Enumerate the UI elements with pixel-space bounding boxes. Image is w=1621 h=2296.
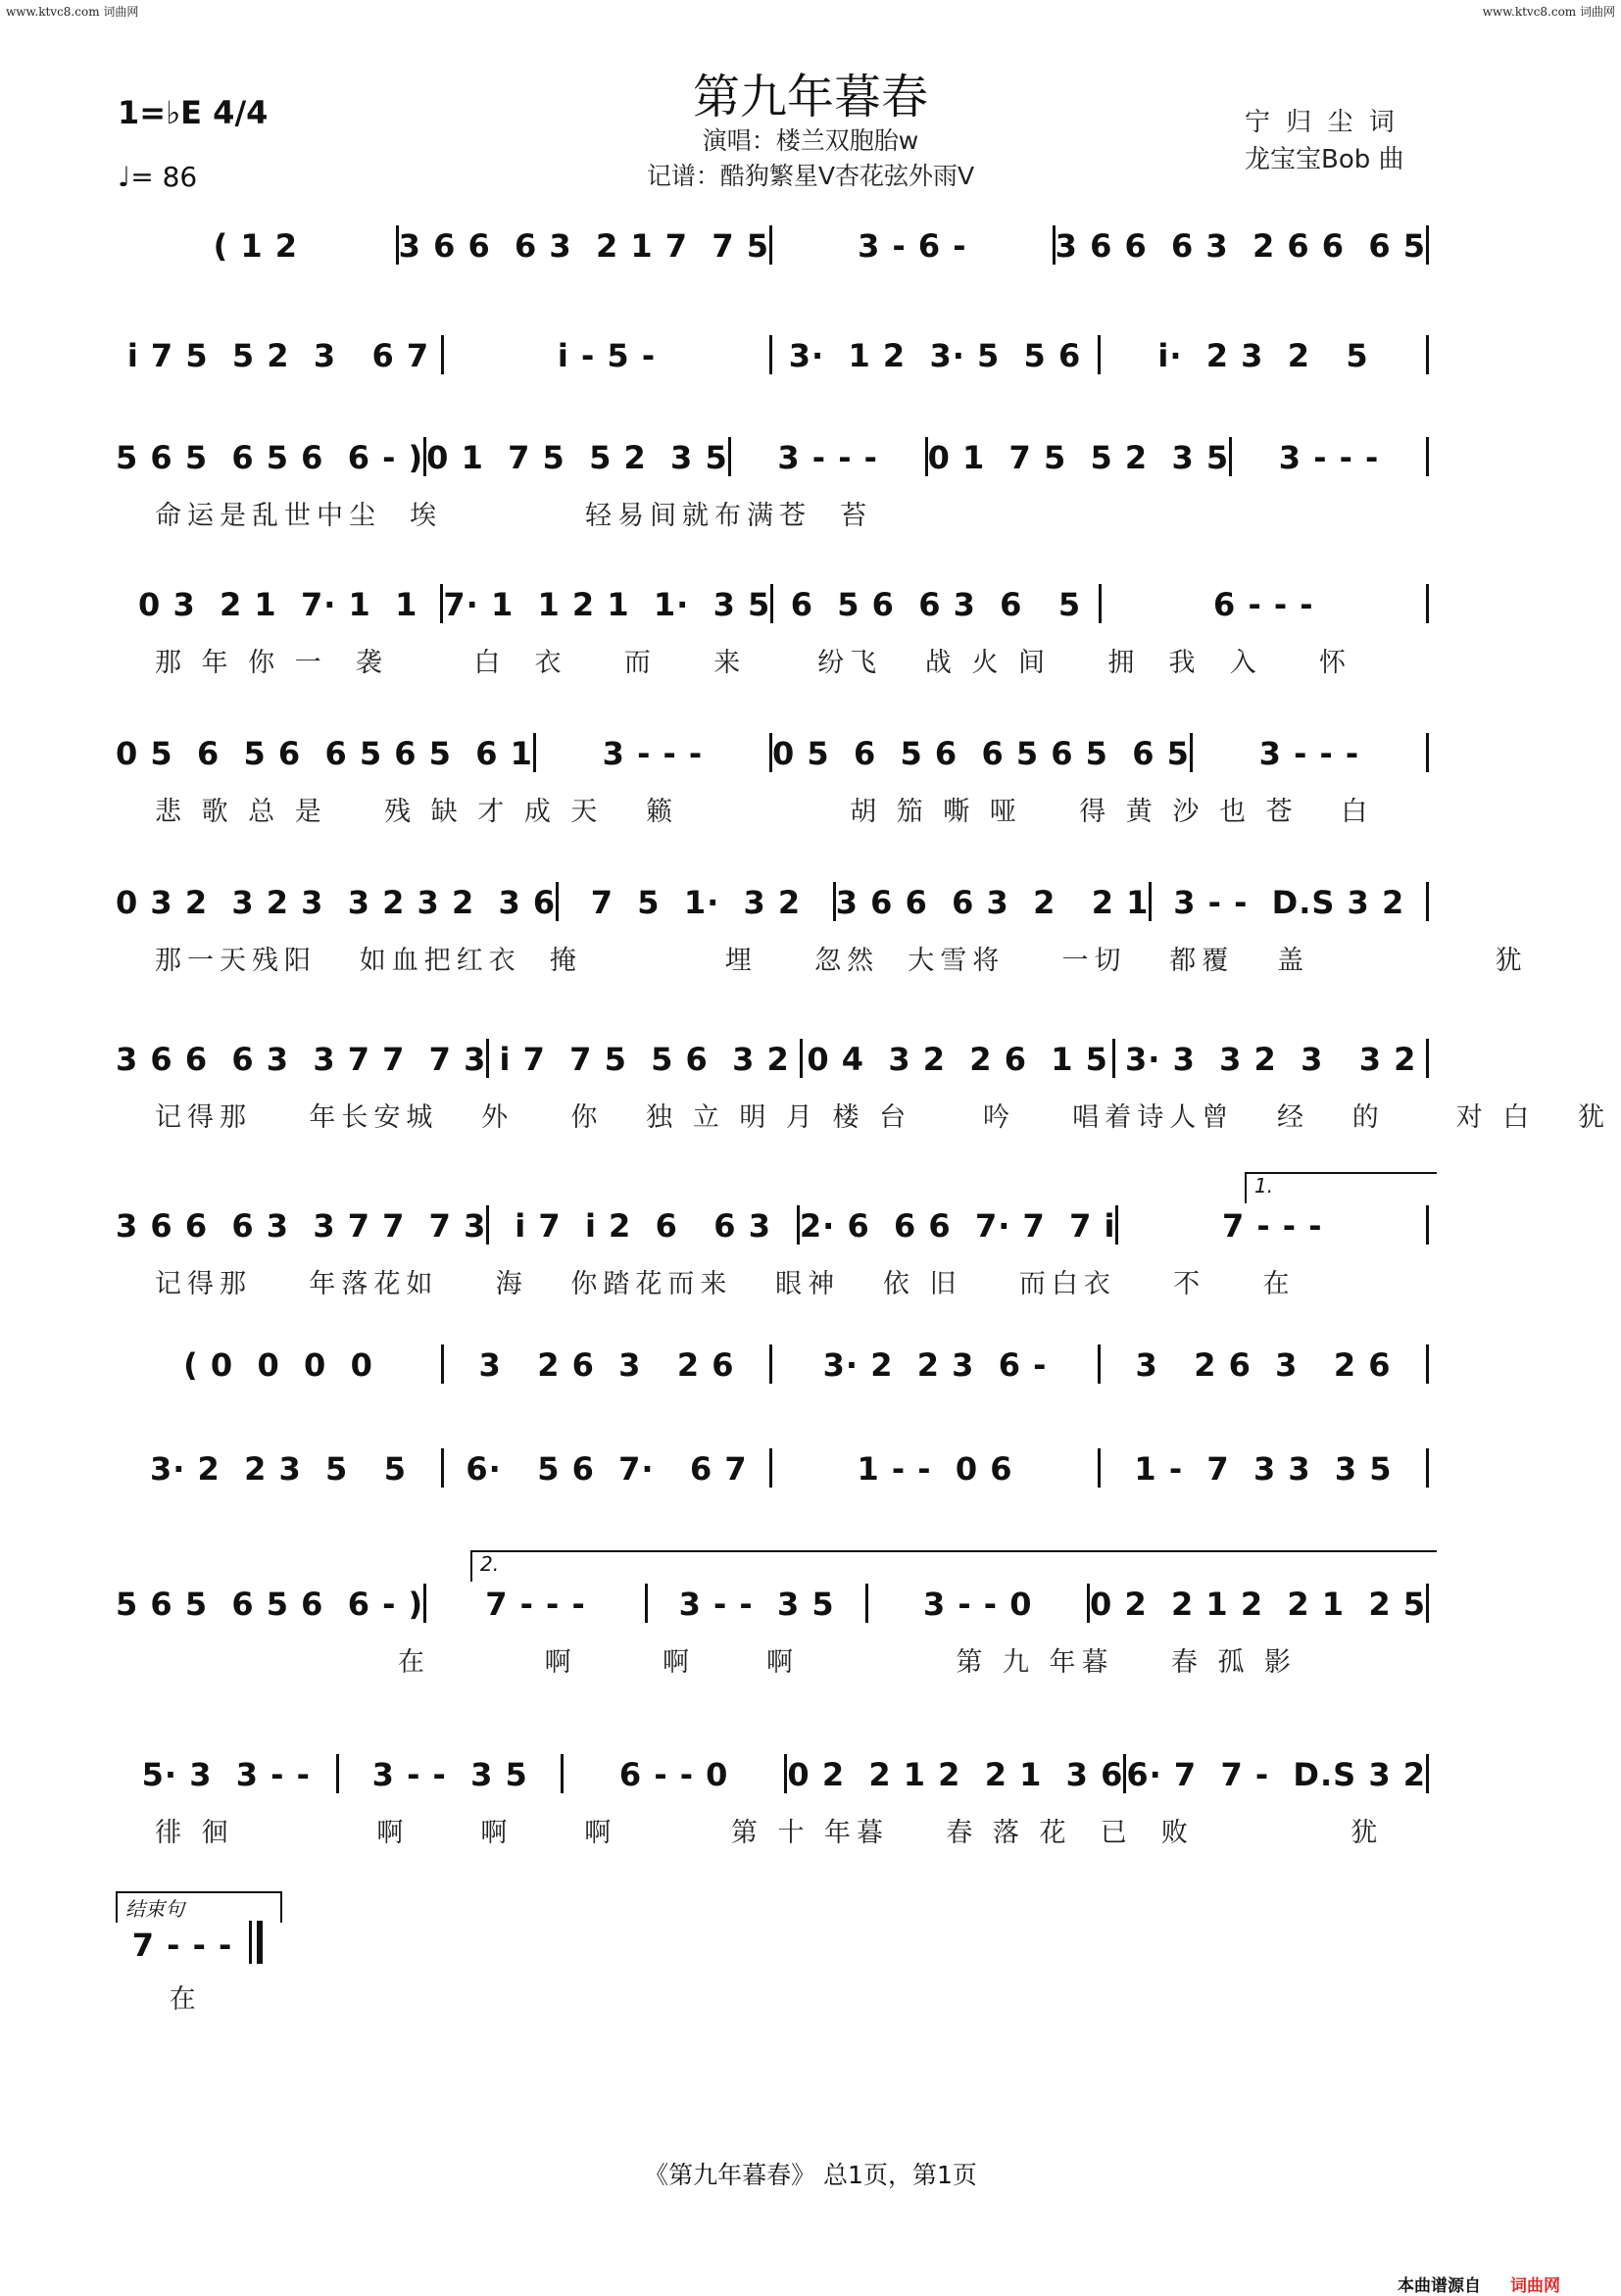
measure: 3 6 6 6 3 2 1 7 7 5 bbox=[398, 227, 769, 265]
measure: 7 - - - bbox=[1221, 1207, 1323, 1245]
measure: 3 2 6 3 2 6 bbox=[478, 1346, 735, 1384]
staff-row bbox=[116, 437, 1429, 476]
measure: 3 6 6 6 3 3 7 7 7 3 bbox=[116, 1207, 487, 1245]
measure: 3 - - - bbox=[1278, 439, 1380, 476]
barline bbox=[1426, 584, 1429, 623]
measure: 3 - - 0 bbox=[922, 1586, 1033, 1623]
measure: 6 - - - bbox=[1213, 586, 1314, 623]
staff-row bbox=[116, 1039, 1429, 1078]
measure: 0 5 6 5 6 6 5 6 5 6 5 bbox=[772, 735, 1190, 772]
measure: 3· 3 3 2 3 3 2 bbox=[1125, 1041, 1417, 1078]
measure: 3· 1 2 3· 5 5 6 bbox=[788, 337, 1082, 374]
staff-row bbox=[116, 225, 1429, 265]
volta-first-ending: 1. bbox=[1245, 1172, 1437, 1203]
measure: ( 1 2 bbox=[213, 227, 299, 265]
measure: 0 3 2 3 2 3 3 2 3 2 3 6 bbox=[116, 884, 557, 921]
barline bbox=[1426, 1754, 1429, 1793]
source-site: 词曲网 bbox=[1510, 2276, 1560, 2296]
lyrics-line: 记得那 年长安城 外 你 独 立 明 月 楼 台 吟 唱着诗人曾 经 的 对 白 犹 bbox=[155, 1102, 1611, 1133]
lyrics-line: 在 啊 啊 啊 第 九 年暮 春 孤 影 bbox=[155, 1647, 1298, 1678]
tempo-marking: ♩= 86 bbox=[118, 161, 198, 193]
measure: 7 5 1· 3 2 bbox=[590, 884, 802, 921]
source-note bbox=[1398, 2272, 1560, 2296]
staff-row bbox=[116, 1448, 1429, 1488]
key-signature: 1=♭E 4/4 bbox=[118, 94, 269, 131]
measure: 3 2 6 3 2 6 bbox=[1135, 1346, 1392, 1384]
measure: 7· 1 1 2 1 1· 3 5 bbox=[443, 586, 771, 623]
staff-row bbox=[116, 335, 1429, 374]
barline bbox=[1426, 1584, 1429, 1623]
measure: 7 - - - bbox=[131, 1927, 233, 1964]
lyrics-line: 命运是乱世中尘 埃 轻易间就布满苍 苔 bbox=[155, 501, 873, 531]
measure: i 7 5 5 2 3 6 7 bbox=[126, 337, 430, 374]
measure: i - 5 - bbox=[557, 337, 657, 374]
measure: 3 6 6 6 3 3 7 7 7 3 bbox=[116, 1041, 487, 1078]
lyrics-line: 那 年 你 一 袭 白 衣 而 来 纷飞 战 火 间 拥 我 入 怀 bbox=[155, 648, 1352, 678]
score-title: 第九年暮春 bbox=[692, 70, 928, 124]
source-label: 本曲谱源自 bbox=[1398, 2276, 1481, 2296]
measure: 0 1 7 5 5 2 3 5 bbox=[927, 439, 1230, 476]
measure: i 7 i 2 6 6 3 bbox=[515, 1207, 771, 1245]
page-footer: 《第九年暮春》 总1页，第1页 bbox=[644, 2161, 977, 2189]
staff-row bbox=[116, 1205, 1429, 1245]
measure: 3 - - - bbox=[602, 735, 704, 772]
measure: 3 - - - bbox=[1258, 735, 1360, 772]
measure: 3 - - - bbox=[777, 439, 878, 476]
lyrics-line: 悲 歌 总 是 残 缺 才 成 天 籁 胡 笳 嘶 哑 得 黄 沙 也 苍 白 bbox=[155, 797, 1374, 827]
barline bbox=[1426, 1448, 1429, 1488]
measure: 5 6 5 6 5 6 6 - ) bbox=[116, 1586, 424, 1623]
measure: 3 6 6 6 3 2 6 6 6 5 bbox=[1055, 227, 1426, 265]
measure: 6· 5 6 7· 6 7 bbox=[466, 1450, 748, 1488]
staff-row bbox=[116, 584, 1429, 623]
lyrics-line: 徘 徊 啊 啊 啊 第 十 年暮 春 落 花 已 败 犹 bbox=[155, 1818, 1384, 1848]
transcriber-credit: 记谱：酷狗繁星V杏花弦外雨V bbox=[646, 162, 975, 190]
measure: 0 2 2 1 2 2 1 3 6 bbox=[787, 1756, 1124, 1793]
staff-row bbox=[116, 1344, 1429, 1384]
staff-row bbox=[116, 1921, 263, 1964]
barline bbox=[249, 1921, 263, 1964]
barline bbox=[1426, 437, 1429, 476]
measure: i 7 7 5 5 6 3 2 bbox=[499, 1041, 790, 1078]
measure: 1 - - 0 6 bbox=[857, 1450, 1013, 1488]
barline bbox=[1426, 733, 1429, 772]
measure: 1 - 7 3 3 3 5 bbox=[1134, 1450, 1393, 1488]
measure: 3 - - 3 5 bbox=[371, 1756, 528, 1793]
measure: 7 - - - bbox=[485, 1586, 586, 1623]
barline bbox=[1426, 225, 1429, 265]
measure: 2· 6 6 6 7· 7 7 i bbox=[799, 1207, 1116, 1245]
measure: 6· 7 7 - D.S 3 2 bbox=[1126, 1756, 1426, 1793]
barline bbox=[1426, 1039, 1429, 1078]
composer-credit: 龙宝宝Bob 曲 bbox=[1245, 145, 1404, 174]
barline bbox=[1426, 882, 1429, 921]
lyrics-line: 在 bbox=[155, 1984, 202, 2015]
watermark-right: www.ktvc8.com 词曲网 bbox=[1482, 5, 1615, 19]
measure: 0 1 7 5 5 2 3 5 bbox=[426, 439, 728, 476]
measure: ( 0 0 0 0 bbox=[183, 1346, 373, 1384]
volta-ending-phrase: 结束句 bbox=[116, 1891, 282, 1923]
measure: 3· 2 2 3 6 - bbox=[822, 1346, 1048, 1384]
measure: 3 - 6 - bbox=[858, 227, 967, 265]
measure: 5 6 5 6 5 6 6 - ) bbox=[116, 439, 424, 476]
measure: 0 3 2 1 7· 1 1 bbox=[138, 586, 418, 623]
barline bbox=[1426, 1205, 1429, 1245]
lyrics-line: 记得那 年落花如 海 你踏花而来 眼神 依 旧 而白衣 不 在 bbox=[155, 1269, 1296, 1299]
measure: i· 2 3 2 5 bbox=[1157, 337, 1369, 374]
staff-row bbox=[116, 733, 1429, 772]
measure: 0 5 6 5 6 6 5 6 5 6 1 bbox=[116, 735, 533, 772]
volta-second-ending: 2. bbox=[470, 1550, 1437, 1582]
measure: 3· 2 2 3 5 5 bbox=[149, 1450, 407, 1488]
barline bbox=[1426, 1344, 1429, 1384]
measure: 3 - - D.S 3 2 bbox=[1173, 884, 1405, 921]
measure: 3 - - 3 5 bbox=[678, 1586, 835, 1623]
measure: 0 2 2 1 2 2 1 2 5 bbox=[1090, 1586, 1426, 1623]
staff-row bbox=[116, 1584, 1429, 1623]
lyricist-credit: 宁 归 尘 词 bbox=[1245, 108, 1399, 137]
watermark-left: www.ktvc8.com 词曲网 bbox=[6, 5, 139, 19]
barline bbox=[1426, 335, 1429, 374]
lyrics-line: 那一天残阳 如血把红衣 掩 埋 忽然 大雪将 一切 都覆 盖 犹 bbox=[155, 946, 1528, 976]
staff-row bbox=[116, 1754, 1429, 1793]
measure: 5· 3 3 - - bbox=[141, 1756, 311, 1793]
measure: 6 - - 0 bbox=[618, 1756, 729, 1793]
measure: 3 6 6 6 3 2 2 1 bbox=[835, 884, 1150, 921]
measure: 6 5 6 6 3 6 5 bbox=[790, 586, 1082, 623]
measure: 0 4 3 2 2 6 1 5 bbox=[807, 1041, 1108, 1078]
staff-row bbox=[116, 882, 1429, 921]
singer-credit: 演唱：楼兰双胞胎w bbox=[702, 126, 919, 155]
